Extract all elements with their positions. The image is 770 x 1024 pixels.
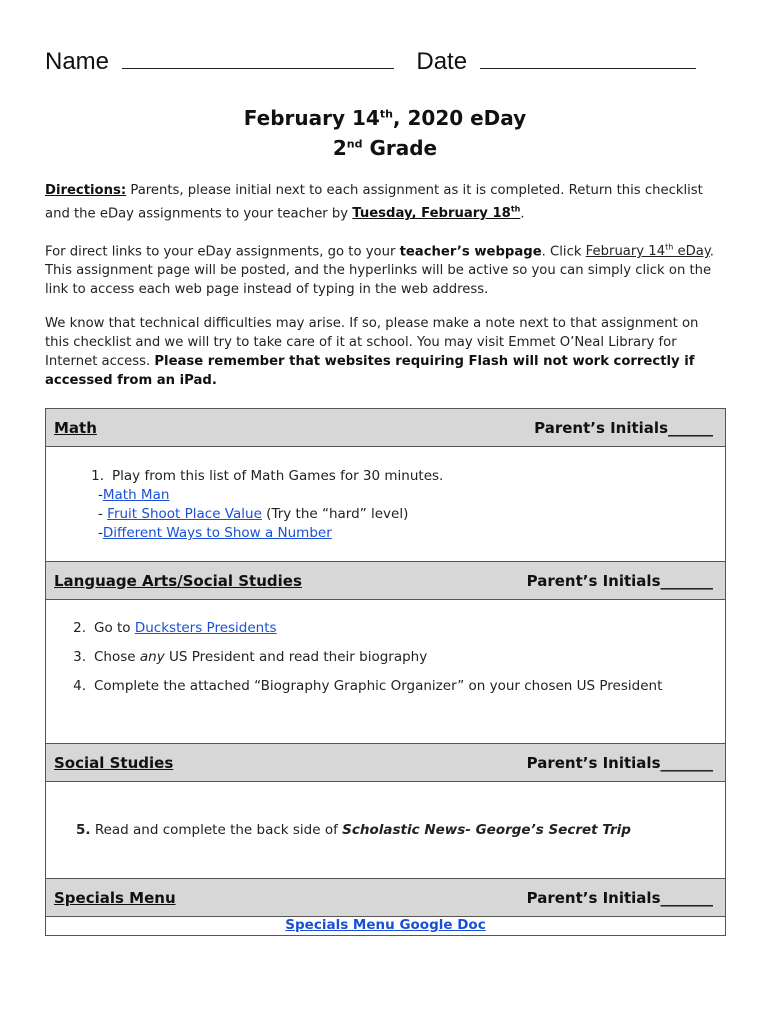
page-title: February 14th, 2020 eDay (243, 106, 527, 130)
directions-paragraph: Directions: Parents, please initial next to each assignment as it is completed. Return this checklist and the eDay assignments to your teacher by Tuesday, February 18th. (45, 183, 703, 222)
math-title: Math (54, 418, 97, 437)
specials-body (46, 917, 726, 936)
specials-initials[interactable]: Parent’s Initials_______ (526, 888, 713, 907)
math-link-row: - Fruit Shoot Place Value (Try the “hard” level) (98, 506, 409, 522)
assignment-checklist (45, 408, 726, 936)
social-studies-body (46, 782, 726, 879)
links-paragraph: For direct links to your eDay assignments, go to your teacher’s webpage. Click February 14th eDay. This assignment page will be posted, and the hyperlinks will be active so you can simply click on the link to access each web page instead of typing in the web address. (45, 243, 714, 298)
math-initials[interactable]: Parent’s Initials______ (534, 418, 713, 437)
grade-title: 2nd Grade (332, 136, 438, 160)
list-item: 2. Go to Ducksters Presidents (73, 620, 277, 636)
scholastic-news-title: Scholastic News- George’s Secret Trip (342, 822, 631, 838)
math-link-row: -Math Man (98, 487, 170, 503)
different-ways-link[interactable]: Different Ways to Show a Number (102, 525, 332, 541)
technical-paragraph: We know that technical difficulties may arise. If so, please make a note next to that assignment on this checklist and we will try to take care of it at school. You may visit Emmet O’Neal Library for Internet access. Please remember that websites requiring Flash will not work correctly if accessed from an iPad. (45, 316, 699, 388)
math-item: 1. Play from this list of Math Games for 30 minutes. (91, 468, 444, 484)
list-item: 5. Read and complete the back side of Scholastic News- George’s Secret Trip (76, 822, 631, 838)
eday-link[interactable]: February 14th eDay (585, 243, 710, 260)
name-field[interactable] (122, 48, 394, 69)
fruit-shoot-link[interactable]: Fruit Shoot Place Value (107, 506, 262, 522)
math-body (46, 447, 726, 562)
language-arts-body (46, 600, 726, 744)
name-date-row (45, 48, 695, 76)
specials-menu-link[interactable]: Specials Menu Google Doc (285, 917, 486, 933)
ducksters-link[interactable]: Ducksters Presidents (134, 620, 277, 636)
directions-label: Directions: (45, 183, 127, 198)
flash-warning: Please remember that websites requiring Flash will not work correctly if accessed from an iPad. (45, 354, 695, 388)
math-man-link[interactable]: Math Man (102, 487, 170, 503)
specials-header (46, 879, 726, 917)
name-label: Name (45, 48, 110, 75)
social-studies-title: Social Studies (54, 753, 174, 772)
teacher-webpage-text: teacher’s webpage (399, 244, 542, 260)
language-arts-title: Language Arts/Social Studies (54, 571, 302, 590)
list-item: 4. Complete the attached “Biography Graphic Organizer” on your chosen US President (73, 678, 663, 694)
language-arts-initials[interactable]: Parent’s Initials_______ (526, 571, 713, 590)
list-item: 3. Chose any US President and read their biography (73, 649, 428, 665)
specials-title: Specials Menu (54, 888, 176, 907)
date-field[interactable] (480, 48, 696, 69)
deadline: Tuesday, February 18th (352, 205, 521, 222)
language-arts-header (46, 562, 726, 600)
date-label: Date (416, 48, 468, 75)
social-studies-initials[interactable]: Parent’s Initials_______ (526, 753, 713, 772)
social-studies-header (46, 744, 726, 782)
math-link-row: -Different Ways to Show a Number (98, 525, 332, 541)
math-header (46, 409, 726, 447)
